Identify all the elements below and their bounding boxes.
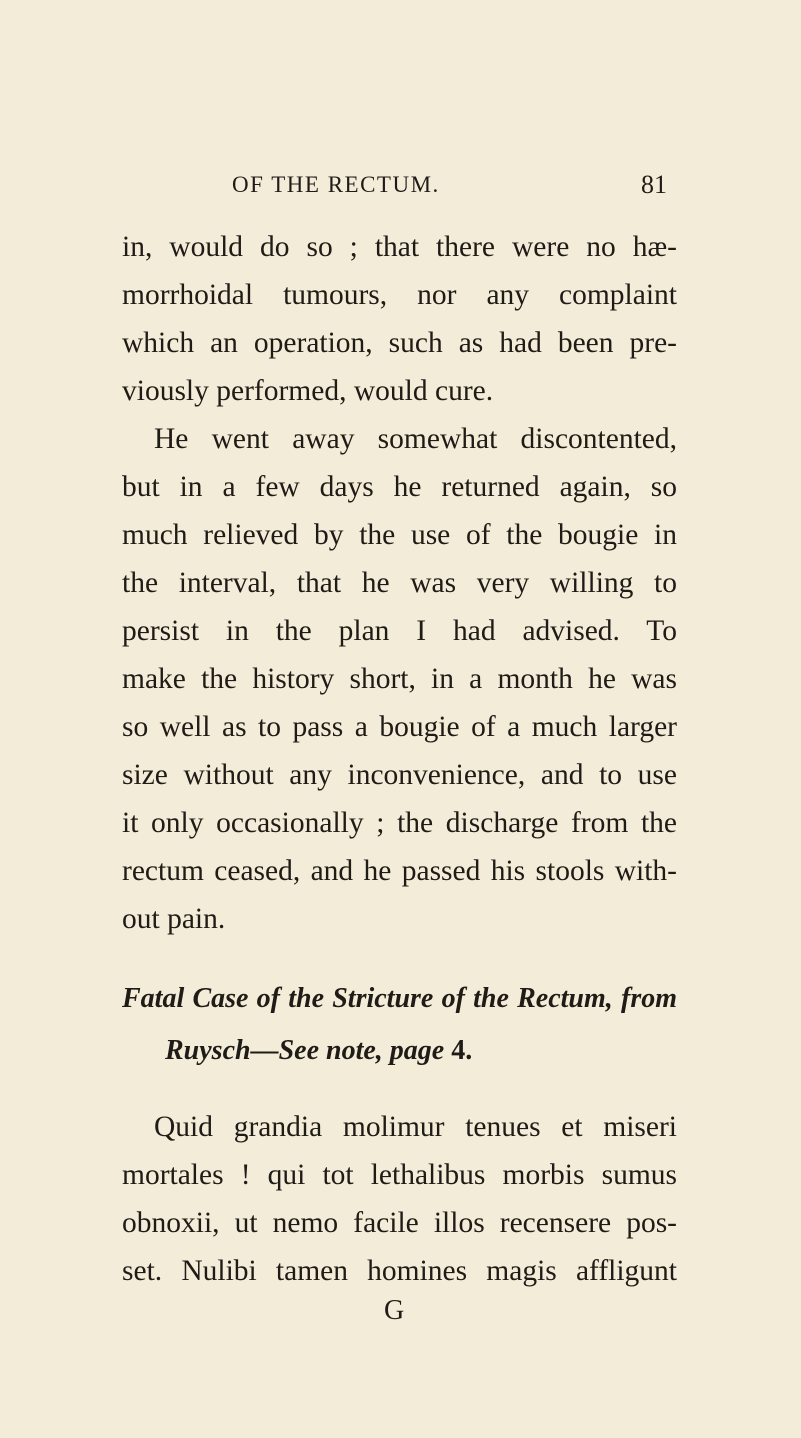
text-line: Quid grandia molimur tenues et miseri [154,1111,677,1143]
text-line: morrhoidal tumours, nor any complaint [122,279,677,311]
text-line: He went away somewhat discontented, [154,423,677,455]
text-line: out pain. [122,903,226,935]
text-line: which an operation, such as had been pre- [122,327,677,359]
text-line: it only occasionally ; the discharge from the [122,807,677,839]
text-line: persist in the plan I had advised. To [122,615,677,647]
text-line: set. Nulibi tamen homines magis affligunt [122,1255,677,1287]
text-line: much relieved by the use of the bougie in [122,519,677,551]
text-line: but in a few days he returned again, so [122,471,677,503]
section-heading-page-ref: 4. [451,1035,473,1066]
text-line: the interval, that he was very willing to [122,567,677,599]
text-line: so well as to pass a bougie of a much larger [122,711,677,743]
text-line: mortales ! qui tot lethalibus morbis sumus [122,1159,677,1191]
text-line: obnoxii, ut nemo facile illos recensere pos- [122,1207,677,1239]
section-heading-line-1: Fatal Case of the Stricture of the Rectum, from [122,983,677,1014]
signature-mark: G [384,1295,405,1326]
text-line: viously performed, would cure. [122,375,494,407]
text-line: rectum ceased, and he passed his stools with- [122,855,677,887]
text-line: size without any inconvenience, and to use [122,759,677,791]
section-heading-reference: Ruysch—See note, page [165,1035,445,1066]
running-title: OF THE RECTUM. [232,172,440,197]
page-number: 81 [641,170,667,199]
text-line: in, would do so ; that there were no hæ- [122,231,677,263]
section-heading-line-2 [165,1031,472,1071]
text-line: make the history short, in a month he was [122,663,677,695]
running-head [0,172,801,212]
